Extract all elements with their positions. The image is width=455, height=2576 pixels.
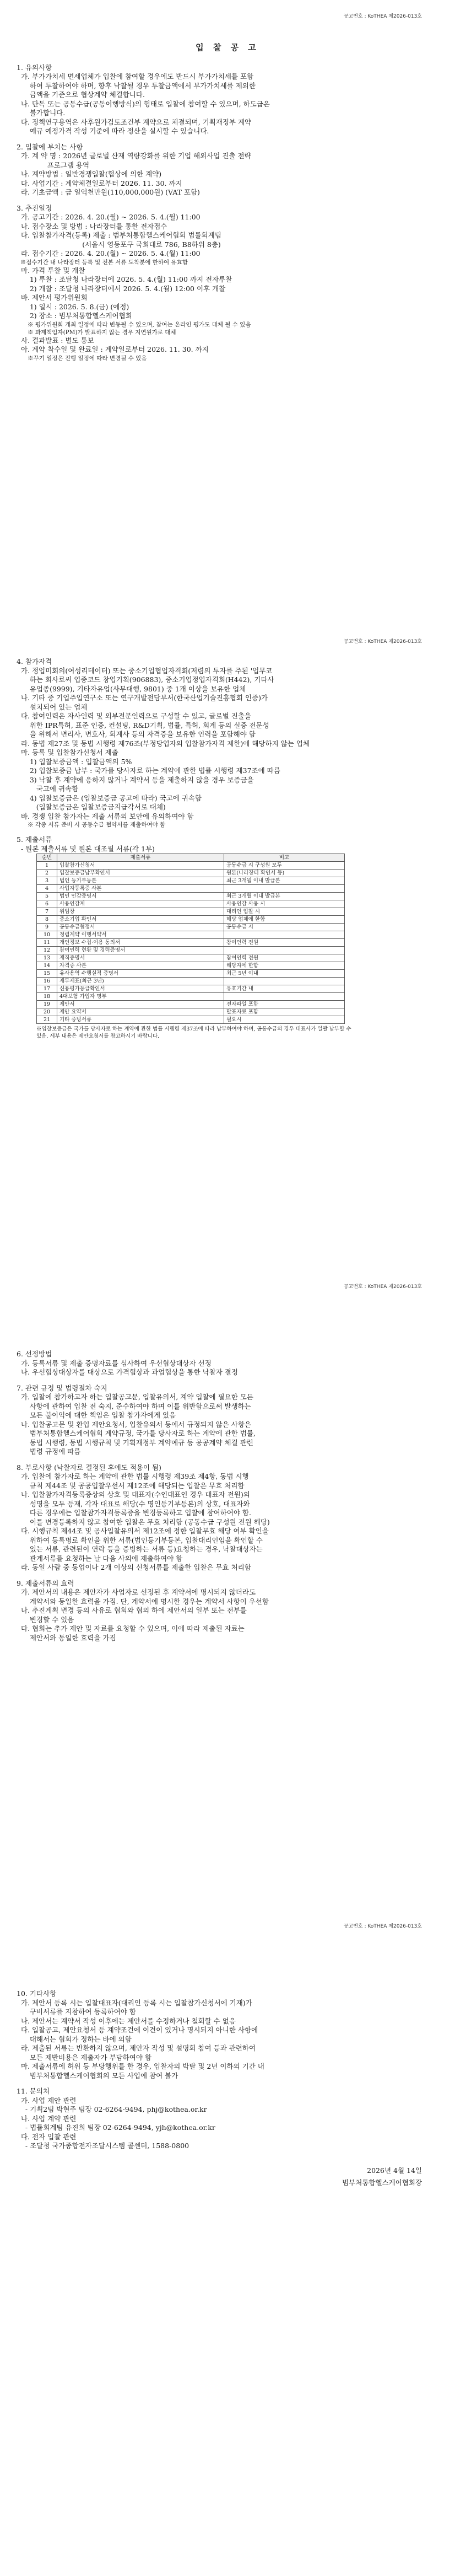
text-line: 사항에 관하여 입찰 전 숙지, 준수하여야 하며 이를 위반함으로써 발생하는: [17, 1402, 251, 1410]
text-line: 가. 입찰에 참가자로 하는 계약에 관한 법률 시행령 제39조 제4항, 동법 시행: [17, 1472, 249, 1480]
table-cell: 전자파일 포함: [224, 1001, 345, 1008]
table-row: [37, 993, 345, 1001]
text-line: [17, 2080, 438, 2087]
text-line: - 법률회계팀 유진희 팀장 02-6264-9494, yjh@kothea.or.kr: [17, 2123, 215, 2132]
table-header-cell: 순번: [37, 854, 57, 862]
table-row: [37, 978, 345, 985]
text-line: 불가합니다.: [17, 109, 66, 117]
text-line: 다른 경우에는 입찰참가자격등록증을 변경등록하고 입찰에 참여하여야 함.: [17, 1509, 251, 1517]
table-cell: 개인정보 수집·이용 동의서: [57, 939, 224, 947]
text-line: 예규 예정가격 작성 기준에 따라 정산을 실시할 수 있습니다.: [17, 127, 209, 135]
table-cell: 최근 3개월 이내 발급본: [224, 877, 345, 885]
text-line: 다. 시행규칙 제44조 및 공사입찰유의서 제12조에 정한 입찰무효 해당 여부 확인을: [17, 1527, 269, 1535]
table-cell: 신용평가등급확인서: [57, 985, 224, 993]
text-line: 2. 입찰에 부치는 사항: [17, 142, 83, 151]
text-line: [17, 136, 438, 143]
text-line: ※꾸기 일정은 진행 일정에 따라 변경될 수 있음: [17, 355, 147, 362]
text-line: - 기획2팀 박현주 팀장 02-6264-9494, phj@kothea.or.kr: [17, 2105, 207, 2113]
table-cell: [224, 931, 345, 939]
text-line: 1) 입찰보증금액 : 입찰금액의 5%: [17, 757, 132, 766]
text-line: ※접수기간 내 나라장터 등록 및 전본 서류 도착분에 한하여 유효함: [17, 259, 188, 266]
text-line: 나. 단독 또는 공동수급(공동이행방식)의 형태로 입찰에 참여할 수 있으며, 하도급은: [17, 99, 270, 108]
table-row: [37, 916, 345, 924]
table-row: [37, 1008, 345, 1016]
text-line: 2) 입찰보증금 납부 : 국가를 당사자로 하는 계약에 관한 법률 시행령 제37조에 따름: [17, 766, 280, 775]
text-line: (서울시 영등포구 국회대로 786, B8하위 8층): [17, 240, 221, 249]
text-line: 11. 문의처: [17, 2087, 50, 2095]
table-cell: 14: [37, 962, 57, 970]
table-cell: 4대보험 가입자 명부: [57, 993, 224, 1001]
text-line: 5. 제출서류: [17, 835, 52, 844]
notice-number: 공고번호 : KoTHEA 제2026-013호: [343, 14, 422, 19]
table-cell: 6: [37, 900, 57, 908]
text-line: 법령 규정에 따름: [17, 1447, 81, 1456]
text-line: 마. 등록 및 입찰참가신청서 제출: [17, 748, 118, 756]
text-line: 가. 제안서 등록 시는 입찰대표자(대리인 등록 시는 입찰참가신청서에 기재)가: [17, 1998, 252, 2007]
table-cell: 해당 업체에 한함: [224, 916, 345, 924]
table-row: [37, 877, 345, 885]
table-cell: 15: [37, 970, 57, 978]
text-line: [17, 829, 438, 835]
table-cell: 기타 증빙서류: [57, 1016, 224, 1024]
text-line: 가. 공고기간 : 2026. 4. 20.(월) ~ 2026. 5. 4.(월) 11:00: [17, 213, 201, 221]
text-line: 나. 기타 중 기업주입연구소 또는 연구개발전담부서(한국산업기술진흥협회 인증)가: [17, 694, 268, 702]
table-cell: 공동수급 시 구성원 모두: [224, 862, 345, 870]
page-2: [0, 639, 455, 1290]
page-3: [0, 1284, 455, 1930]
page1-body: [17, 63, 438, 362]
text-line: 가. 등록서류 및 제출 증명자료를 심사하여 우선협상대상자 선정: [17, 1359, 212, 1367]
text-line: 범부처통합헬스케어협회 계약규정, 국가를 당사자로 하는 계약에 관한 법률,: [17, 1429, 256, 1437]
text-line: 마. 제출서류에 허위 등 부당행위를 한 경우, 입찰자의 박탈 및 2년 이하의 기간 내: [17, 2062, 264, 2070]
text-line: 다. 협회는 추가 제안 및 자료를 요청할 수 있으며, 이에 따라 제출된 자료는: [17, 1624, 245, 1633]
text-line: 사. 결과발표 : 별도 통보: [17, 336, 94, 345]
text-line: ※ 평가위원회 개최 일정에 따라 변동될 수 있으며, 참여는 온라인 평가도 대체 될 수 있음: [17, 321, 251, 328]
table-cell: 사업자등록증 사본: [57, 885, 224, 893]
table-row: [37, 962, 345, 970]
table-row: [37, 870, 345, 877]
text-line: - 원본 제출서류 및 원본 대조필 서류(각 1부): [17, 844, 155, 853]
table-cell: 12: [37, 947, 57, 954]
table-cell: 대리인 입찰 시: [224, 908, 345, 916]
table-cell: 필요시: [224, 1016, 345, 1024]
table-cell: 11: [37, 939, 57, 947]
text-line: 변경할 수 있음: [17, 1615, 74, 1624]
table-cell: 최근 3개월 이내 발급본: [224, 893, 345, 900]
notice-number: 공고번호 : KoTHEA 제2026-013호: [343, 1284, 422, 1290]
text-line: 1) 투찰 : 조달청 나라장터에 2026. 5. 4.(월) 11:00 까지 전자투찰: [17, 275, 232, 283]
text-line: 다. 정책연구용역은 사후원가검토조건부 계약으로 체결되며, 기획재정부 계약: [17, 117, 252, 126]
table-row: [37, 900, 345, 908]
text-line: 성명을 모두 등재, 각자 대표로 해당(수 명인등기부등본)의 상호, 대표자와: [17, 1499, 250, 1508]
text-line: 범부처통합헬스케어협회의 모든 사업에 참여 불가: [17, 2071, 178, 2080]
text-line: 라. 접수기간 : 2026. 4. 20.(월) ~ 2026. 5. 4.(월) 11:00: [17, 249, 201, 257]
table-cell: 7: [37, 908, 57, 916]
table-cell: 9: [37, 924, 57, 931]
submission-table: [36, 854, 345, 1024]
table-row: [37, 1016, 345, 1024]
text-line: (입찰보증금은 입찰보증금지급각서로 대체): [17, 803, 166, 811]
text-line: 하는 회사로써 업종코드 창업기획(906883), 중소기업정업자격회(H442), 기타사: [17, 675, 274, 684]
text-line: 1) 일시 : 2026. 5. 8.(금) (예정): [17, 302, 129, 311]
table-cell: 20: [37, 1008, 57, 1016]
text-line: 계약서와 동일한 효력을 가짐. 단, 계약서에 명시한 경우는 계약서 사항이 우선함: [17, 1597, 269, 1606]
page4-body: [17, 1989, 438, 2151]
text-line: 가. 부가가치세 면세업체가 입찰에 참여할 경우에도 반드시 부가가치세를 포함: [17, 72, 254, 80]
text-line: [17, 1573, 438, 1579]
table-cell: 제안 요약서: [57, 1008, 224, 1016]
table-header-cell: 제출서류: [57, 854, 224, 862]
page-4: [0, 1924, 455, 2576]
notice-number: 공고번호 : KoTHEA 제2026-013호: [343, 639, 422, 645]
text-line: [17, 197, 438, 204]
text-line: 모든 제반비용은 제출자가 부담하여야 함: [17, 2053, 152, 2062]
page-1: [0, 0, 455, 645]
table-cell: 5: [37, 893, 57, 900]
text-line: 마. 가격 투찰 및 개찰: [17, 266, 85, 275]
text-line: 제안서와 동일한 효력을 가짐: [17, 1633, 116, 1642]
text-line: 1. 유의사항: [17, 63, 52, 72]
table-cell: 2: [37, 870, 57, 877]
text-line: 관계서류를 요청하는 날 다음 사의에 제출하여야 함: [17, 1554, 183, 1563]
table-cell: [224, 947, 345, 954]
text-line: 나. 우선협상대상자를 대상으로 가격협상과 과업협상을 통한 낙찰자 결정: [17, 1368, 238, 1376]
text-line: 8. 부로사항 (낙찰자로 결정된 후에도 적용이 됨): [17, 1463, 161, 1472]
text-line: 구비서류를 지참하여 등록하여야 함: [17, 2008, 136, 2016]
issuer-name: 범부처통합헬스케어협회장: [342, 2178, 422, 2187]
table-row: [37, 885, 345, 893]
table-cell: 18: [37, 993, 57, 1001]
table-cell: 공동수급 시: [224, 924, 345, 931]
page2-body: [17, 657, 438, 854]
text-line: 바. 경쟁 입찰 참가자는 제출 서류의 보안에 유의하여야 함: [17, 812, 194, 820]
text-line: 10. 기타사항: [17, 1989, 57, 1998]
table-cell: 자격증 사본: [57, 962, 224, 970]
text-line: 라. 동일 사람 중 동업이나 2개 이상의 신청서류를 제출한 입찰은 무효 처리함: [17, 1563, 251, 1571]
table-cell: 16: [37, 978, 57, 985]
table-cell: 3: [37, 877, 57, 885]
table-row: [37, 924, 345, 931]
text-line: 있는 서류, 관련된이 연락 등을 증빙하는 서류 등)요청하는 경우, 낙찰대상자는: [17, 1545, 263, 1553]
table-header-cell: 비고: [224, 854, 345, 862]
notice-date: 2026년 4월 14일: [367, 2166, 422, 2175]
table-row: [37, 908, 345, 916]
page3-body: [17, 1350, 438, 1643]
text-line: 아. 계약 착수일 및 완료일 : 계약일로부터 2026. 11. 30. 까지: [17, 345, 209, 353]
text-line: 나. 사업 계약 관련: [17, 2114, 77, 2123]
text-line: 3. 추진일정: [17, 203, 52, 212]
text-line: 금액을 기준으로 협상계약 체결합니다.: [17, 90, 145, 99]
text-line: 대해서는 협회가 정하는 바에 의함: [17, 2035, 132, 2043]
text-line: 4) 입찰보증금은 (입찰보증금 공고에 따라) 국고에 귀속함: [17, 793, 202, 802]
text-line: 위한 IPR특허, 표준 인증, 컨설팅, R&D기획, 법률, 특허, 회계 등의 실증 전문성: [17, 721, 269, 729]
text-line: 유업종(9999), 기타자유업(사무대행, 9801) 중 1개 이상을 보유한 업체: [17, 684, 246, 693]
table-cell: 법인 등기부등본: [57, 877, 224, 885]
text-line: 6. 선정방법: [17, 1350, 52, 1358]
table-cell: 발표자료 포함: [224, 1008, 345, 1016]
table-cell: 참여인력 현황 및 경력증명서: [57, 947, 224, 954]
table-cell: 사용인감계: [57, 900, 224, 908]
table-row: [37, 893, 345, 900]
table-cell: 10: [37, 931, 57, 939]
table-cell: 참여인력 전원: [224, 954, 345, 962]
table-row: [37, 970, 345, 978]
table-cell: [224, 978, 345, 985]
text-line: - 조달청 국가종합전자조달시스템 콜센터, 1588-0800: [17, 2142, 189, 2150]
table-cell: 재직증명서: [57, 954, 224, 962]
text-line: 다. 입찰참가자격(등록) 제출 : 범부처통합헬스케어협회 법률회계팀: [17, 231, 221, 239]
text-line: 2) 장소 : 범부처통합헬스케어협회: [17, 312, 132, 320]
text-line: 바. 제안서 평가위원회: [17, 293, 88, 302]
text-line: 하여 투찰하여야 하며, 향후 낙찰될 경우 투찰금액에서 부가가치세를 제외한: [17, 81, 256, 90]
text-line: 9. 제출서류의 효력: [17, 1579, 74, 1587]
table-row: [37, 985, 345, 993]
text-line: 7. 관련 규정 및 법령절차 숙지: [17, 1383, 107, 1392]
table-cell: 위임장: [57, 908, 224, 916]
text-line: 이를 변경등록하지 않고 참여한 입찰은 무효 처리함 (공동수급 구성원 전원 해당): [17, 1517, 270, 1526]
table-cell: 17: [37, 985, 57, 993]
table-row: [37, 931, 345, 939]
text-line: 국고에 귀속함: [17, 785, 79, 793]
notice-number: 공고번호 : KoTHEA 제2026-013호: [343, 1924, 422, 1929]
table-cell: [224, 885, 345, 893]
text-line: 2) 개찰 : 조달청 나라장터에서 2026. 5. 4.(월) 12:00 이후 개찰: [17, 284, 226, 293]
text-line: ※ 각종 서류 준비 시 공동수급 협약서를 제출하여야 함: [17, 822, 166, 828]
text-line: 나. 접수장소 및 방법 : 나라장터를 통한 전자접수: [17, 222, 167, 230]
text-line: ※ 과제책임자(PM)가 발표하지 않는 경우 지연원가로 대체: [17, 329, 176, 336]
text-line: 다. 참여인력은 자사인력 및 외부전문인력으로 구성할 수 있고, 글로벌 진출을: [17, 712, 251, 720]
table-cell: 입찰보증금납부확인서: [57, 870, 224, 877]
table-cell: 입찰참가신청서: [57, 862, 224, 870]
table-cell: 13: [37, 954, 57, 962]
text-line: [17, 1457, 438, 1463]
text-line: 3) 낙찰 후 계약에 응하지 않거나 계약서 등을 제출하지 않을 경우 보증금을: [17, 775, 254, 784]
table-cell: 제안서: [57, 1001, 224, 1008]
table-cell: 1: [37, 862, 57, 870]
text-line: 4. 참가자격: [17, 657, 52, 666]
text-line: 가. 정업미회의(여성리테이터) 또는 중소기업협업자격회(저렴의 투자를 주된 '업무코: [17, 666, 273, 675]
table-cell: 사용인감 사용 시: [224, 900, 345, 908]
text-line: 다. 전자 입찰 관련: [17, 2132, 77, 2141]
text-line: 나. 계약방법 : 일반경쟁입찰(협상에 의한 계약): [17, 170, 162, 178]
text-line: 가. 입찰에 참가하고자 하는 입찰공고문, 입찰유의서, 계약 입찰에 필요한 모든: [17, 1393, 253, 1401]
text-line: 가. 제안서의 내용은 제안자가 사업자로 선정된 후 계약서에 명시되지 않더라도: [17, 1588, 256, 1596]
text-line: 다. 사업기간 : 계약체결일로부터 2026. 11. 30. 까지: [17, 179, 182, 187]
table-cell: 참여인력 전원: [224, 939, 345, 947]
table-cell: 유효기간 내: [224, 985, 345, 993]
table-row: [37, 862, 345, 870]
text-line: 프로그램 용역: [17, 160, 90, 169]
table-cell: 8: [37, 916, 57, 924]
text-line: 모든 불이익에 대한 책임은 입찰 참가자에게 있음: [17, 1411, 176, 1419]
text-line: 동법 시행령, 동법 시행규칙 및 기획재정부 계약예규 등 공공계약 체결 관련: [17, 1438, 253, 1447]
text-line: 라. 동법 제27조 및 동법 시행령 제76조(부정당업자의 입찰참가자격 제한)에 해당하지 않는 업체: [17, 739, 310, 748]
table-cell: 4: [37, 885, 57, 893]
table-cell: 공동수급협정서: [57, 924, 224, 931]
text-line: 나. 입찰공고문 및 환입 제안요청서, 입찰유의서 등에서 규정되지 않은 사항은: [17, 1420, 251, 1429]
table-cell: 19: [37, 1001, 57, 1008]
text-line: 나. 입찰참가자격등록증상의 상호 및 대표자(수인대표인 경우 대표자 전원)의: [17, 1490, 250, 1499]
table-row: [37, 947, 345, 954]
text-line: 라. 제출된 서류는 반환하지 않으며, 제안자 작성 및 설명회 참여 등과 관련하여: [17, 2044, 256, 2052]
text-line: 규칙 제44조 및 공공입찰우선서 제12조에 해당되는 입찰은 무효 처리함: [17, 1481, 245, 1490]
text-line: 나. 추진계획 변경 등의 사유로 협회와 협의 하에 제안서의 일부 또는 전부를: [17, 1606, 247, 1614]
text-line: 나. 제안서는 계약서 작성 이후에는 제안서를 수정하거나 철회할 수 없음: [17, 2016, 236, 2025]
page-title: 입 찰 공 고: [196, 42, 259, 52]
table-cell: 21: [37, 1016, 57, 1024]
table-row: [37, 954, 345, 962]
table-cell: [224, 993, 345, 1001]
table-cell: 청렴계약 이행서약서: [57, 931, 224, 939]
text-line: [17, 1377, 438, 1384]
text-line: 설치되어 있는 업체: [17, 702, 88, 711]
table-row: [37, 939, 345, 947]
text-line: 을 위해서 변리사, 변호사, 회계사 등의 자격증을 보유한 인력을 포함해야 함: [17, 730, 256, 738]
table-cell: 해당자에 한함: [224, 962, 345, 970]
text-line: 가. 사업 제안 관련: [17, 2096, 77, 2105]
table-cell: 재무제표(최근 3년): [57, 978, 224, 985]
table-row: [37, 1001, 345, 1008]
text-line: 가. 계 약 명 : 2026년 글로벌 산재 역량강화를 위한 기업 해외사업 진출 전략: [17, 152, 251, 160]
text-line: 다. 입찰공고, 제안요청서 등 계약조건에 이견이 있거나 명시되지 아니한 사항에: [17, 2026, 258, 2034]
text-line: 라. 기초금액 : 금 일억천만원(110,000,000원) (VAT 포함): [17, 188, 200, 196]
text-line: 위하여 등록명로 확인을 위한 서류(법인등기부등본, 입찰대리인임을 확인할 수: [17, 1536, 263, 1544]
table-cell: 최근 5년 이내: [224, 970, 345, 978]
table-cell: 원본(나라장터 확인서 등): [224, 870, 345, 877]
table-cell: 중소기업 확인서: [57, 916, 224, 924]
table-cell: 법인 인감증명서: [57, 893, 224, 900]
table-cell: 유사용역 수행실적 증명서: [57, 970, 224, 978]
table-note: ※입찰보증금은 국가를 당사자로 하는 계약에 관한 법률 시행령 제37조에 따라 납부하여야 하며, 공동수급의 경우 대표사가 일괄 납부할 수 있음. 세부 내용은 제안요청서를 참고하시기 바랍니다.: [36, 1026, 351, 1039]
